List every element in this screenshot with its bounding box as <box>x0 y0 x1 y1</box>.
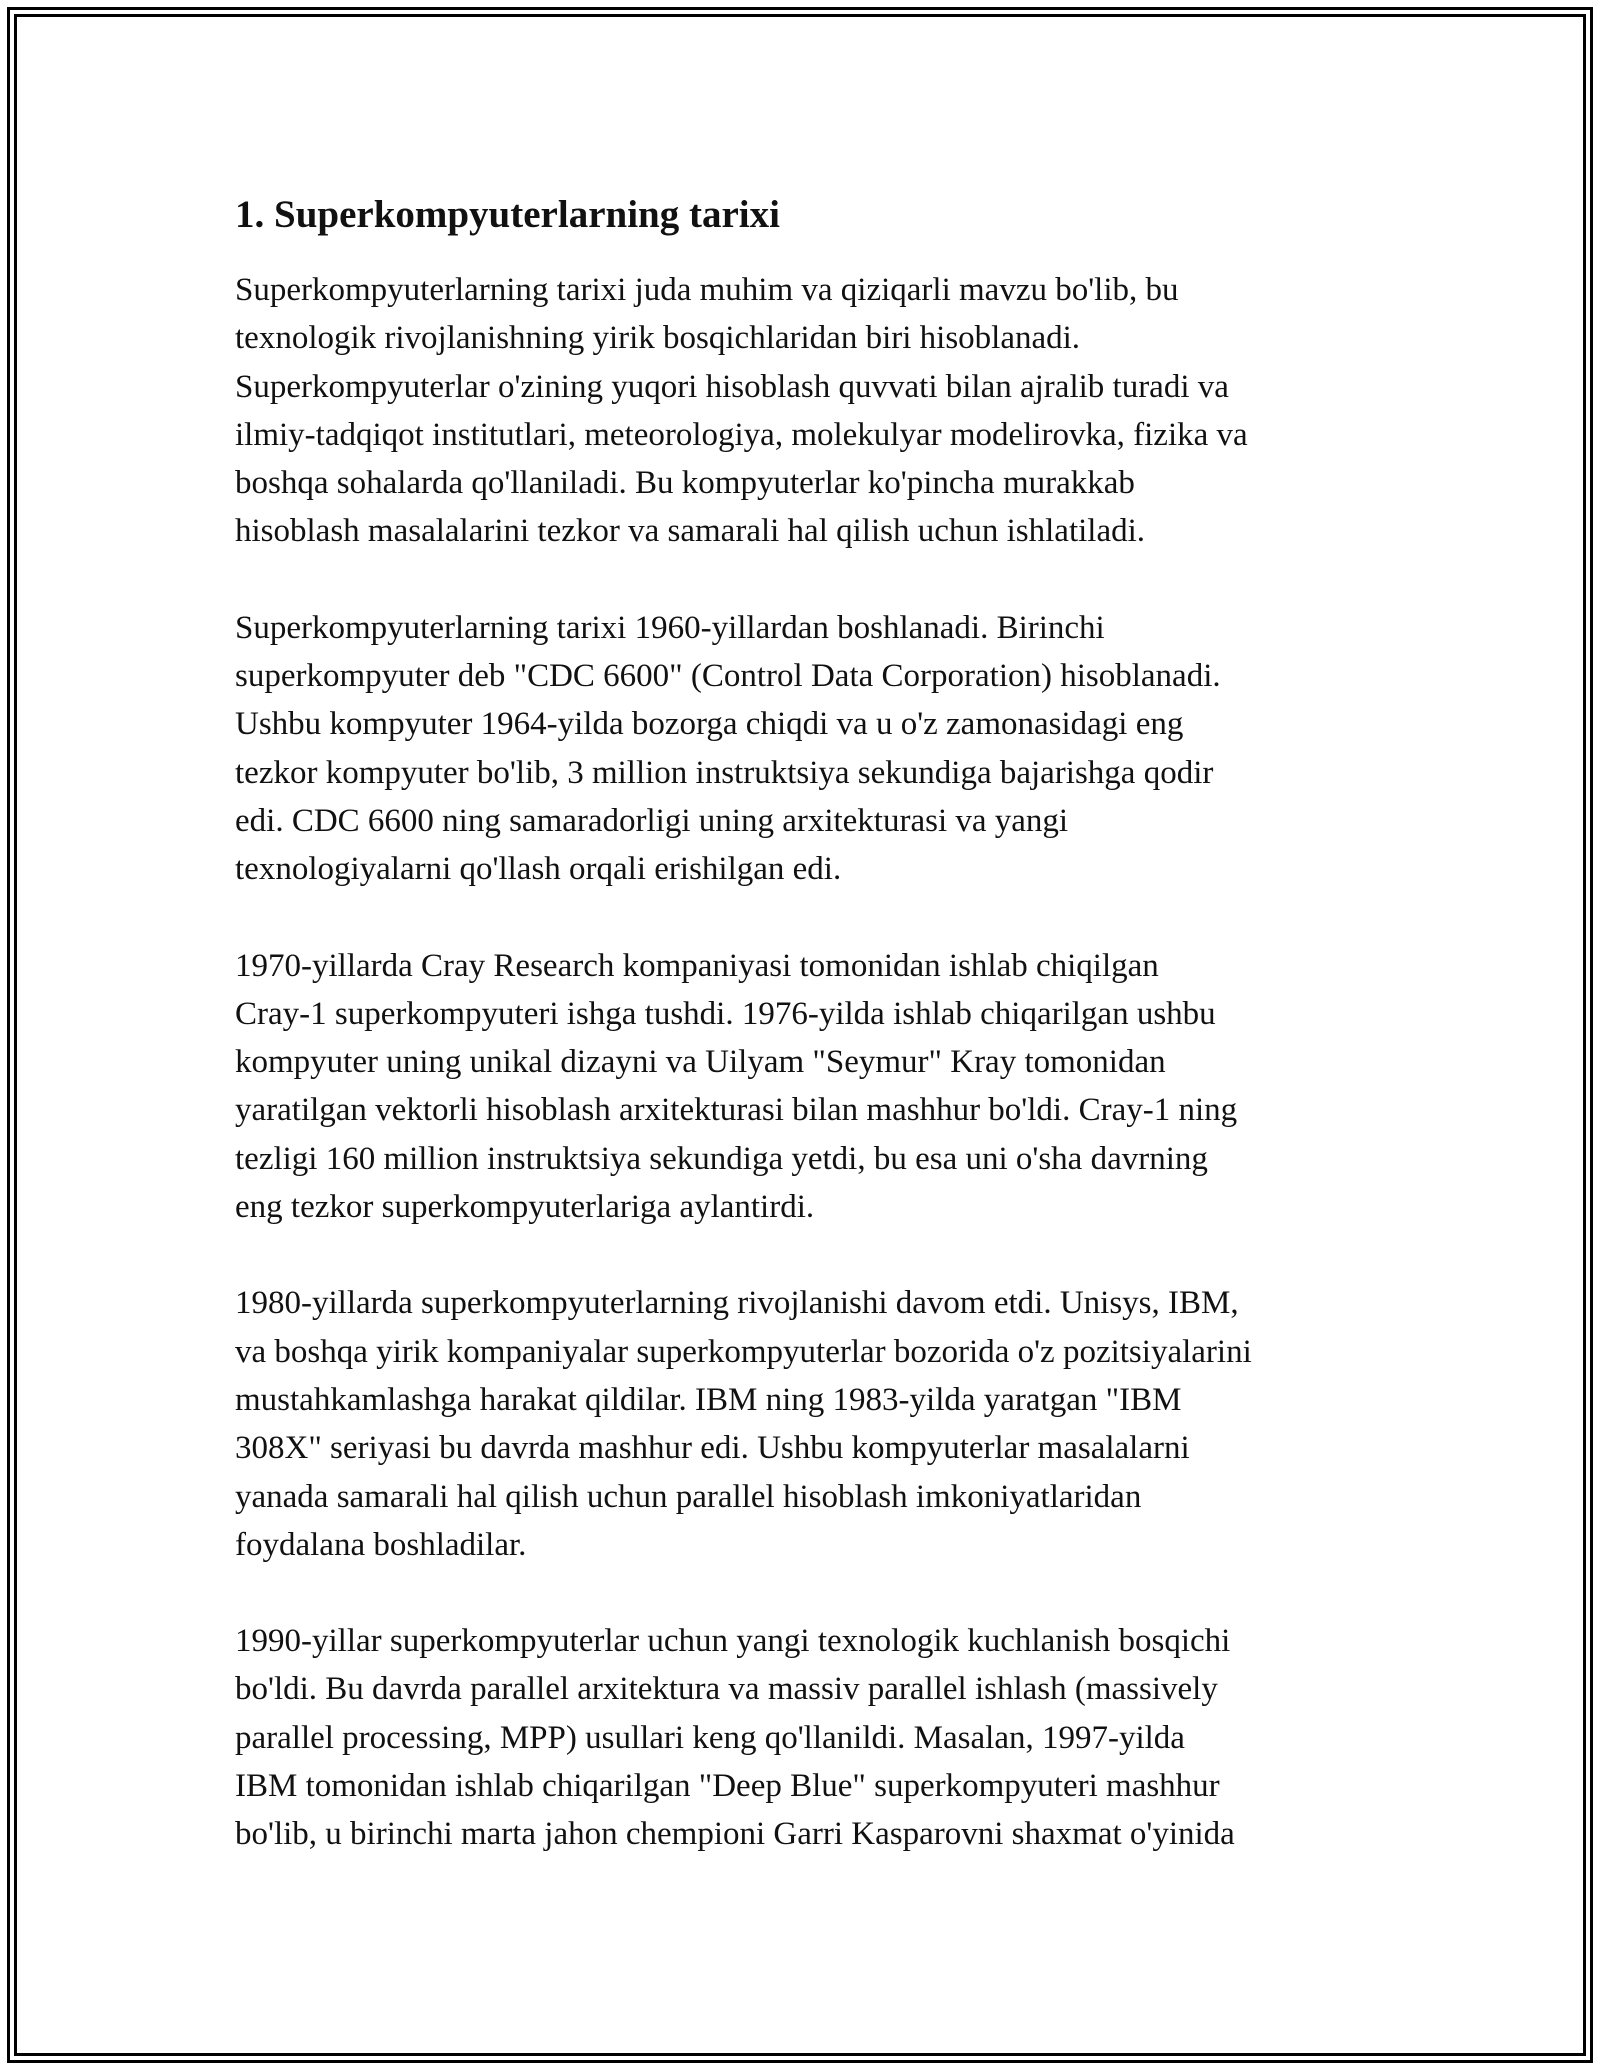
text-line: eng tezkor superkompyuterlariga aylantirdi. <box>235 1189 815 1226</box>
text-line: bo'ldi. Bu davrda parallel arxitektura va massiv parallel ishlash (massively <box>235 1671 1218 1708</box>
text-line: bo'lib, u birinchi marta jahon chempioni Garri Kasparovni shaxmat o'yinida <box>235 1816 1235 1853</box>
text-line: superkompyuter deb "CDC 6600" (Control Data Corporation) hisoblanadi. <box>235 658 1221 695</box>
text-line: ilmiy-tadqiqot institutlari, meteorologiya, molekulyar modelirovka, fizika va <box>235 416 1248 453</box>
text-line: Superkompyuterlar o'zining yuqori hisoblash quvvati bilan ajralib turadi va <box>235 368 1229 405</box>
text-line: boshqa sohalarda qo'llaniladi. Bu kompyuterlar ko'pincha murakkab <box>235 465 1135 502</box>
text-line: yaratilgan vektorli hisoblash arxitekturasi bilan mashhur bo'ldi. Cray-1 ning <box>235 1092 1238 1129</box>
paragraph-5 <box>235 1617 1375 1858</box>
text-line: 308X" seriyasi bu davrda mashhur edi. Ushbu kompyuterlar masalalarni <box>235 1430 1190 1467</box>
paragraph-3 <box>235 942 1375 1232</box>
text-line: Ushbu kompyuter 1964-yilda bozorga chiqdi va u o'z zamonasidagi eng <box>235 706 1184 743</box>
document-content <box>235 186 1375 1907</box>
text-line: texnologik rivojlanishning yirik bosqichlaridan biri hisoblanadi. <box>235 320 1081 357</box>
section-heading: 1. Superkompyuterlarning tarixi <box>235 193 780 236</box>
text-line: 1970-yillarda Cray Research kompaniyasi tomonidan ishlab chiqilgan <box>235 947 1159 984</box>
text-line: yanada samarali hal qilish uchun parallel hisoblash imkoniyatlaridan <box>235 1478 1142 1515</box>
text-line: kompyuter uning unikal dizayni va Uilyam "Seymur" Kray tomonidan <box>235 1044 1166 1081</box>
text-line: mustahkamlashga harakat qildilar. IBM ning 1983-yilda yaratgan "IBM <box>235 1381 1182 1418</box>
text-line: parallel processing, MPP) usullari keng qo'llanildi. Masalan, 1997-yilda <box>235 1719 1185 1756</box>
text-line: va boshqa yirik kompaniyalar superkompyuterlar bozorida o'z pozitsiyalarini <box>235 1333 1252 1370</box>
paragraph-2 <box>235 604 1375 894</box>
text-line: Cray-1 superkompyuteri ishga tushdi. 1976-yilda ishlab chiqarilgan ushbu <box>235 995 1216 1032</box>
text-line: Superkompyuterlarning tarixi juda muhim va qiziqarli mavzu bo'lib, bu <box>235 272 1179 308</box>
text-line: tezligi 160 million instruktsiya sekundiga yetdi, bu esa uni o'sha davrning <box>235 1140 1208 1177</box>
text-line: IBM tomonidan ishlab chiqarilgan "Deep Blue" superkompyuteri mashhur <box>235 1768 1220 1805</box>
paragraph-4 <box>235 1279 1375 1569</box>
text-line: edi. CDC 6600 ning samaradorligi uning arxitekturasi va yangi <box>235 802 1069 839</box>
text-line: texnologiyalarni qo'llash orqali erishilgan edi. <box>235 851 842 888</box>
text-line: 1980-yillarda superkompyuterlarning rivojlanishi davom etdi. Unisys, IBM, <box>235 1285 1239 1322</box>
text-line: hisoblash masalalarini tezkor va samarali hal qilish uchun ishlatiladi. <box>235 513 1146 550</box>
text-line: foydalana boshladilar. <box>235 1526 527 1563</box>
text-line: tezkor kompyuter bo'lib, 3 million instruktsiya sekundiga bajarishga qodir <box>235 754 1214 791</box>
text-line: Superkompyuterlarning tarixi 1960-yillardan boshlanadi. Birinchi <box>235 609 1105 646</box>
text-line: 1990-yillar superkompyuterlar uchun yangi texnologik kuchlanish bosqichi <box>235 1623 1231 1660</box>
paragraph-1 <box>235 266 1375 556</box>
